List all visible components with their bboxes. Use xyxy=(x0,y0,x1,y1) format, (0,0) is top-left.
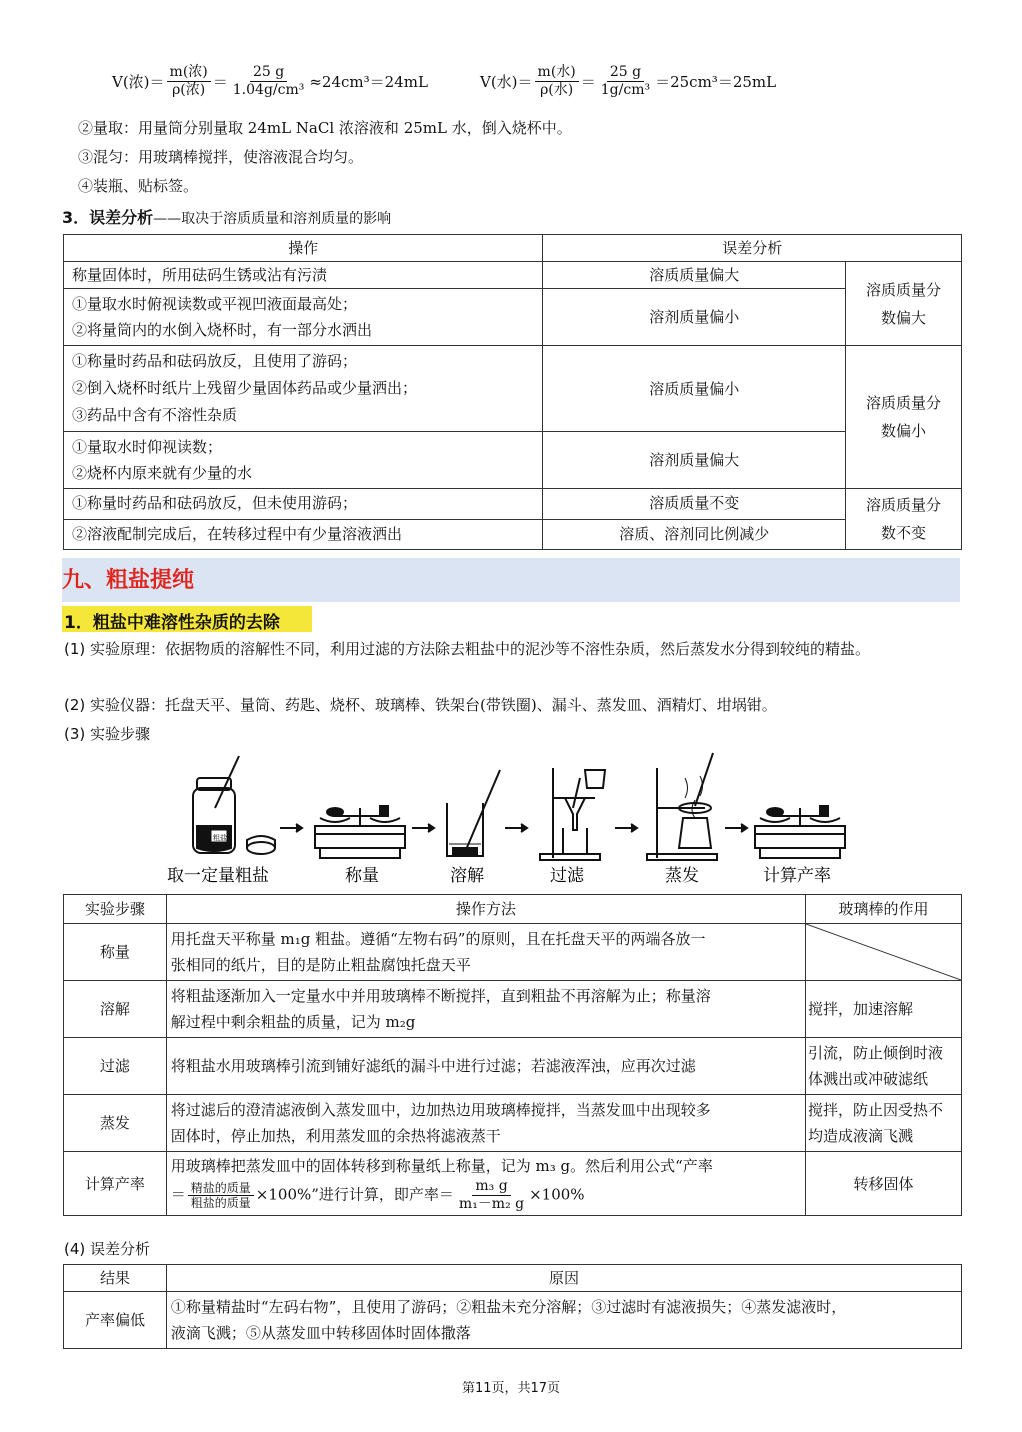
evaporation-icon xyxy=(647,753,717,860)
formula-concentrated xyxy=(112,64,428,99)
diagram-label: 计算产率 xyxy=(763,866,831,886)
error-analysis-heading: 3．误差分析——取决于溶质质量和溶剂质量的影响 xyxy=(62,208,392,227)
table-row: 过滤 将粗盐水用玻璃棒引流到铺好滤纸的漏斗中进行过滤；若滤液浑浊，应再次过滤 引流，防止倾倒时液 体溅出或冲破滤纸 xyxy=(64,1038,962,1095)
fraction: $\frac{\text{精盐的质量}}{\text{粗盐的质量}}$ xyxy=(188,1181,254,1210)
formula-water xyxy=(480,64,776,99)
arrow-head xyxy=(428,824,434,832)
fraction: $\frac{\text{m(水)}}{\text{ρ(水)}}$ xyxy=(535,64,579,99)
page-footer: 第11页，共17页 xyxy=(461,1381,561,1396)
formula-text: ＝ xyxy=(212,73,228,91)
table-header: 操作 误差分析 xyxy=(64,235,962,262)
fraction: $\frac{25 g}{\text{1.04g/cm³}}$ xyxy=(232,64,305,98)
step-bottle: ④装瓶、贴标签。 xyxy=(78,177,199,195)
table-row: ①量取水时仰视读数； ②烧杯内原来就有少量的水 溶剂质量偏大 xyxy=(64,432,962,489)
procedure-diagram xyxy=(165,748,865,888)
diagonal-line xyxy=(806,924,961,980)
balance-icon xyxy=(315,806,405,858)
arrow-head xyxy=(741,824,747,832)
balance-icon xyxy=(755,806,845,858)
arrow-head xyxy=(296,824,302,832)
error-analysis-table xyxy=(63,234,962,550)
step-measure: ②量取：用量筒分别量取 24mL NaCl 浓溶液和 25mL 水，倒入烧杯中。 xyxy=(78,119,572,137)
jar-label: 粗盐 xyxy=(213,834,227,842)
diagram-label: 称量 xyxy=(345,866,379,886)
table-header: 结果 原因 xyxy=(64,1265,962,1292)
result-low: 溶质质量分 数偏小 xyxy=(846,346,962,489)
instruments-paragraph: (2) 实验仪器：托盘天平、量筒、药匙、烧杯、玻璃棒、铁架台(带铁圈)、漏斗、蒸发皿、酒精灯、坩埚钳。 xyxy=(64,696,777,714)
table-row: ②溶液配制完成后，在转移过程中有少量溶液洒出 溶质、溶剂同比例减少 xyxy=(64,519,962,550)
section-band xyxy=(62,558,960,602)
table-row: 蒸发 将过滤后的澄清滤液倒入蒸发皿中，边加热边用玻璃棒搅拌，当蒸发皿中出现较多 固体时，停止加热，利用蒸发皿的余热将滤液蒸干 搅拌，防止因受热不 均造成液滴飞溅 xyxy=(64,1095,962,1152)
table-header: 实验步骤 操作方法 玻璃棒的作用 xyxy=(64,895,962,924)
table-row: 产率偏低 ①称量精盐时“左码右物”，且使用了游码；②粗盐未充分溶解；③过滤时有滤液损失；④蒸发滤液时， 液滴飞溅；⑤从蒸发皿中转移固体时固体撒落 xyxy=(64,1292,962,1349)
formula-text: ＝25cm³＝25mL xyxy=(655,73,777,91)
table-row: 计算产率 用玻璃棒把蒸发皿中的固体转移到称量纸上称量，记为 m₃ g。然后利用公式“产率 ＝ $\frac{\text{精盐的质量}}{\text{粗盐的质量}}$ ×100%”进行计算，即产率＝ $\frac{\text{m₃ g}}{\text{m₁－m₂ g}}$ ×100% 转移固体 xyxy=(64,1152,962,1216)
subsection-title: 1．粗盐中难溶性杂质的去除 xyxy=(64,613,280,633)
arrow-head xyxy=(631,824,637,832)
arrow-head xyxy=(521,824,527,832)
table-row: 称量固体时，所用砝码生锈或沾有污渍 溶质质量偏大 溶质质量分 数偏大 xyxy=(64,262,962,289)
formula-text: ＝ xyxy=(580,73,596,91)
fraction: $\frac{\text{m(浓)}}{\text{ρ(浓)}}$ xyxy=(167,64,211,99)
yield-error-table xyxy=(63,1264,962,1349)
fraction: $\frac{25 g}{\text{1g/cm³}}$ xyxy=(600,64,651,98)
section-title: 九、粗盐提纯 xyxy=(62,568,195,593)
formula-text: ≈24cm³＝24mL xyxy=(309,73,428,91)
diagram-label: 蒸发 xyxy=(665,866,699,886)
principle-paragraph: (1) 实验原理：依据物质的溶解性不同，利用过滤的方法除去粗盐中的泥沙等不溶性杂质，然后蒸发水分得到较纯的精盐。 xyxy=(64,640,871,658)
diagram-label: 过滤 xyxy=(550,866,584,886)
formula-text: V(水)＝ xyxy=(480,73,533,91)
result-same: 溶质质量分 数不变 xyxy=(846,489,962,550)
diagram-label: 溶解 xyxy=(450,866,484,886)
steps-table xyxy=(63,894,962,1216)
table-row: ①量取水时俯视读数或平视凹液面最高处； ②将量筒内的水倒入烧杯时，有一部分水洒出 溶剂质量偏小 xyxy=(64,289,962,346)
error2-label: (4) 误差分析 xyxy=(64,1240,151,1258)
steps-label: (3) 实验步骤 xyxy=(64,725,151,743)
beaker-icon xyxy=(447,770,500,856)
filtration-icon xyxy=(540,768,605,860)
salt-jar-icon xyxy=(193,756,275,854)
diagonal-cell xyxy=(805,924,961,981)
result-high: 溶质质量分 数偏大 xyxy=(846,262,962,346)
table-row: 溶解 将粗盐逐渐加入一定量水中并用玻璃棒不断搅拌，直到粗盐不再溶解为止；称量溶 解过程中剩余粗盐的质量，记为 m₂g 搅拌，加速溶解 xyxy=(64,981,962,1038)
table-row: ①称量时药品和砝码放反，但未使用游码； 溶质质量不变 溶质质量分 数不变 xyxy=(64,489,962,520)
fraction: $\frac{\text{m₃ g}}{\text{m₁－m₂ g}}$ xyxy=(458,1178,525,1212)
step-mix: ③混匀：用玻璃棒搅拌，使溶液混合均匀。 xyxy=(78,148,364,166)
table-row: 称量 用托盘天平称量 m₁g 粗盐。遵循“左物右码”的原则，且在托盘天平的两端各放一 张相同的纸片，目的是防止粗盐腐蚀托盘天平 xyxy=(64,924,962,981)
table-row: ①称量时药品和砝码放反，且使用了游码； ②倒入烧杯时纸片上残留少量固体药品或少量洒出； ③药品中含有不溶性杂质 溶质质量偏小 溶质质量分 数偏小 xyxy=(64,346,962,432)
formula-text: V(浓)＝ xyxy=(112,73,165,91)
diagram-label: 取一定量粗盐 xyxy=(167,866,269,886)
